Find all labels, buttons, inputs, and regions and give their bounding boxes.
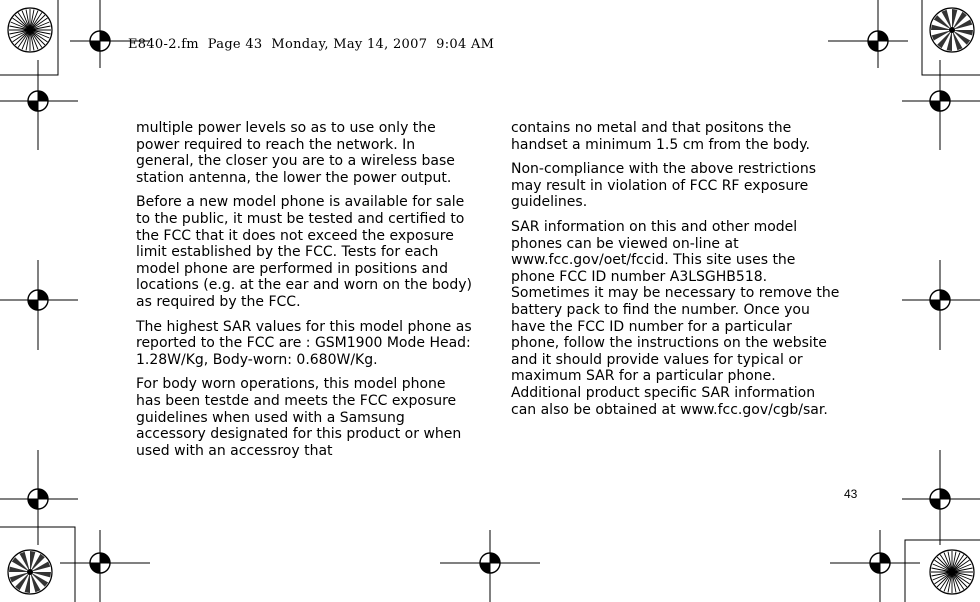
right-column [511,120,843,426]
paragraph-accessory-distance: contains no metal and that positons the handset a minimum 1.5 cm from the body. [511,120,811,153]
paragraph-non-compliance: Non-compliance with the above restrictions may result in violation of FCC RF exposure guidelines. [511,161,816,211]
file-info-header: E840-2.fm Page 43 Monday, May 14, 2007 9:04 AM [128,37,495,52]
paragraph-fcc-testing: Before a new model phone is available for sale to the public, it must be tested and certified to the FCC that it does not exceed the exposure limit established by the FCC. Tests for each model phone are performed in positions and locations (e.g. at the ear and worn on the body) as required by the FCC. [136,194,472,310]
paragraph-power-levels: multiple power levels so as to use only the power required to reach the network. In general, the closer you are to a wireless base station antenna, the lower the power output. [136,120,455,186]
paragraph-sar-values: The highest SAR values for this model phone as reported to the FCC are : GSM1900 Mode Head: 1.28W/Kg, Body-worn: 0.680W/Kg. [136,318,472,368]
paragraph-sar-info-online: SAR information on this and other model phones can be viewed on-line at www.fcc.gov/oet/fccid. This site uses the phone FCC ID number A3LSGHB518. Sometimes it may be necessary to remove the battery pack to find the number. Once you have the FCC ID number for a particular phone, follow the instructions on the website and it should provide values for typical or maximum SAR for a particular phone. Additional product specific SAR information can also be obtained at www.fcc.gov/cgb/sar. [511,218,840,418]
paragraph-body-worn: For body worn operations, this model phone has been testde and meets the FCC exposure guidelines when used with a Samsung accessory designated for this product or when used with an accessroy that [136,376,462,459]
left-column [136,120,472,467]
page-number: 43 [844,487,858,501]
